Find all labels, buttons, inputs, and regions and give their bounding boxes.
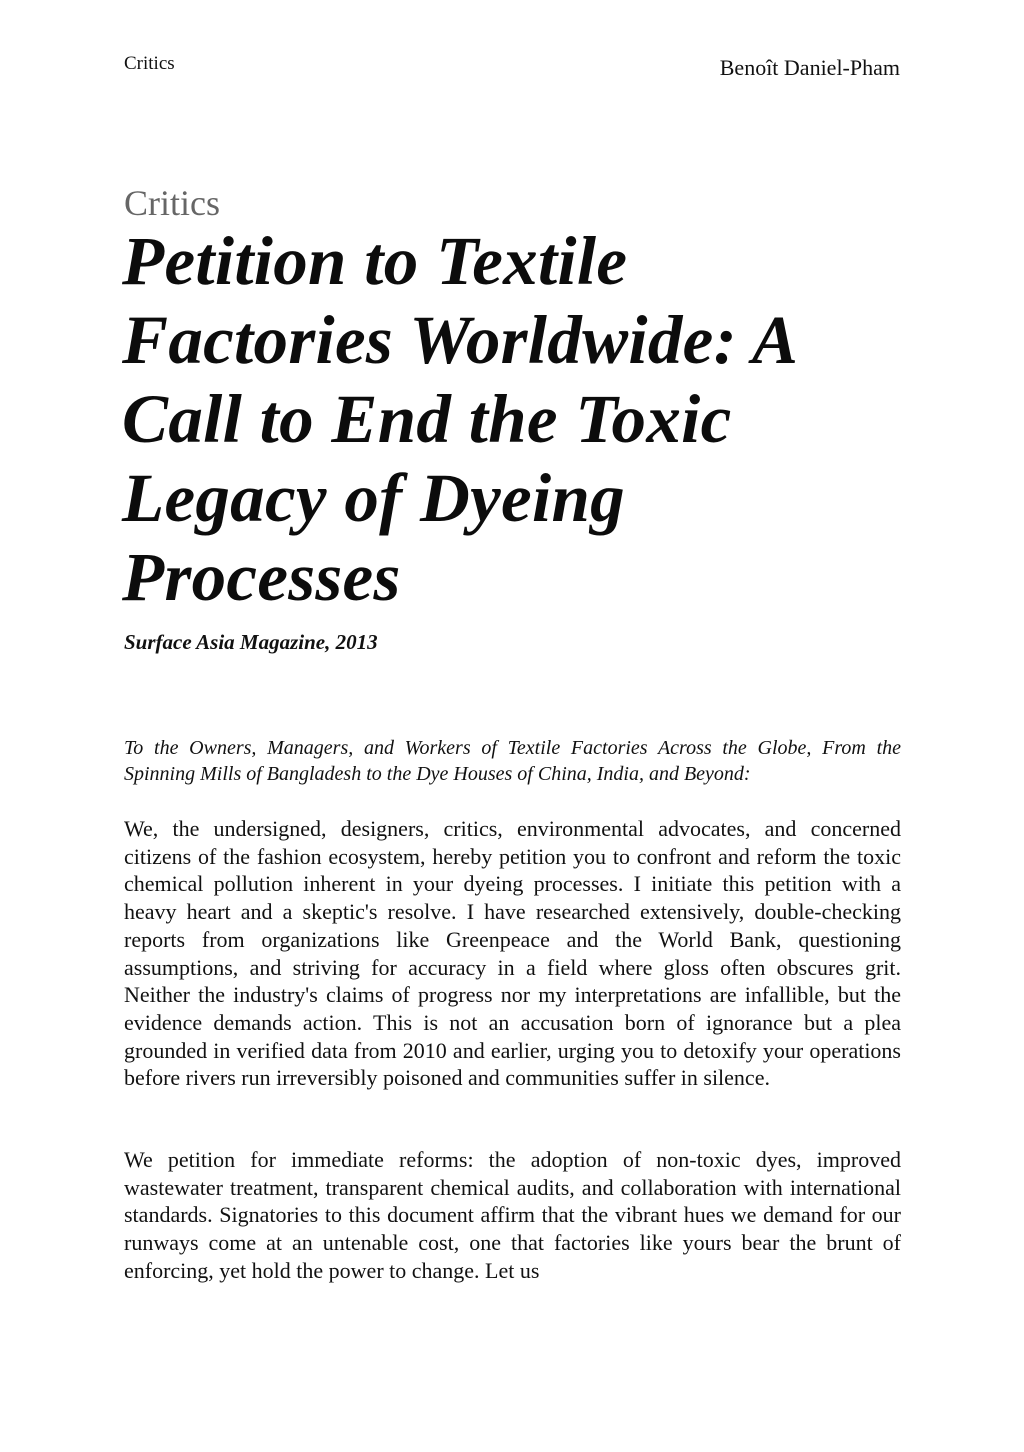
running-header-section: Critics [124,53,175,74]
publication-source: Surface Asia Magazine, 2013 [124,630,378,654]
body-paragraph-1: We, the undersigned, designers, critics, environmental advocates, and concerned citizens of the fashion ecosystem, hereby petition you to confront and reform the toxic chemical pollution inherent in your dyeing processes. I initiate this petition with a heavy heart and a skeptic's resolve. I have researched extensively, double-checking reports from organizations like Greenpeace and the World Bank, questioning assumptions, and striving for accuracy in a field where gloss often obscures grit. Neither the industry's claims of progress nor my interpretations are infallible, but the evidence demands action. This is not an accusation born of ignorance but a plea grounded in verified data from 2010 and earlier, urging you to detoxify your operations before rivers run irreversibly poisoned and communities suffer in silence. [124,816,901,1091]
section-label: Critics [124,183,220,223]
salutation: To the Owners, Managers, and Workers of Textile Factories Across the Globe, From the Spinning Mills of Bangladesh to the Dye Houses of China, India, and Beyond: [124,737,901,785]
body-paragraph-2: We petition for immediate reforms: the adoption of non-toxic dyes, improved wastewater treatment, transparent chemical audits, and collaboration with international standards. Signatories to this document affirm that the vibrant hues we demand for our runways come at an untenable cost, one that factories like yours bear the brunt of enforcing, yet hold the power to change. Let us [124,1147,901,1283]
article-title: Petition to Textile Factories Worldwide: A Call to End the Toxic Legacy of Dyeing Processes [122,223,795,615]
running-header-author: Benoît Daniel-Pham [719,55,900,80]
